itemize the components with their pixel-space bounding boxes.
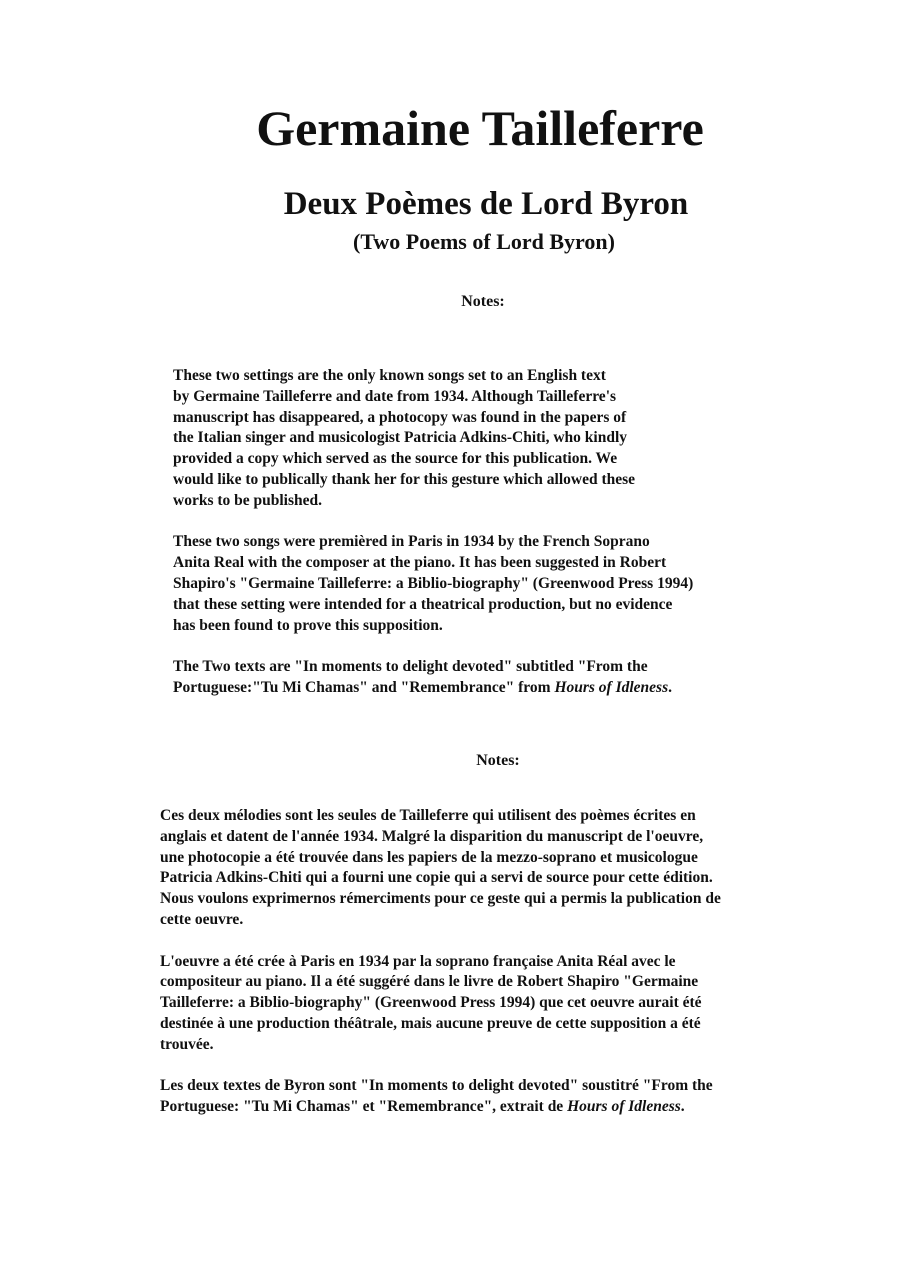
notes-french-paragraph-1 [160,806,840,931]
text-line: These two songs were premièred in Paris in 1934 by the French Soprano [173,533,650,551]
notes-english [173,366,813,720]
text-line: The Two texts are "In moments to delight devoted" subtitled "From the [173,658,648,676]
book-title: Hours of Idleness [554,678,669,696]
book-title: Hours of Idleness [567,1098,681,1116]
text-line: trouvée. [160,1035,214,1053]
text-line: manuscript has disappeared, a photocopy was found in the papers of [173,408,627,426]
text-segment: . [680,1098,685,1116]
text-line: L'oeuvre a été crée à Paris en 1934 par la soprano française Anita Réal avec le [160,952,676,970]
text-line: compositeur au piano. Il a été suggéré dans le livre de Robert Shapiro "Germaine [160,973,699,991]
text-line: Shapiro's "Germaine Tailleferre: a Biblio-biography" (Greenwood Press 1994) [173,574,694,592]
text-line: Nous voulons exprimernos rémerciments pour ce geste qui a permis la publication de [160,890,721,908]
text-segment: Portuguese: "Tu Mi Chamas" et "Remembrance", extrait de [160,1098,568,1116]
text-line: cette oeuvre. [160,910,244,928]
text-line: would like to publically thank her for this gesture which allowed these [173,470,636,488]
text-line: works to be published. [173,491,323,509]
work-title: Deux Poèmes de Lord Byron [283,186,689,222]
text-line: une photocopie a été trouvée dans les papiers de la mezzo-soprano et musicologue [160,848,698,866]
text-line: Les deux textes de Byron sont "In moments to delight devoted" soustitré "From the [160,1077,713,1095]
text-line [160,1097,840,1118]
text-line: These two settings are the only known songs set to an English text [173,367,606,384]
work-subtitle: (Two Poems of Lord Byron) [353,229,615,254]
text-segment: Portuguese:"Tu Mi Chamas" and "Remembrance" from [173,678,555,696]
text-segment: . [668,678,672,696]
text-line: Anita Real with the composer at the piano. It has been suggested in Robert [173,554,667,572]
notes-heading-french: Notes: [476,752,520,769]
text-line: Ces deux mélodies sont les seules de Tailleferre qui utilisent des poèmes écrites en [160,807,696,824]
text-line: Tailleferre: a Biblio-biography" (Greenwood Press 1994) que cet oeuvre aurait été [160,994,702,1012]
notes-french-paragraph-3 [160,1076,840,1118]
notes-french-paragraph-2 [160,952,840,1056]
notes-english-paragraph-3 [173,657,813,699]
text-line: anglais et datent de l'année 1934. Malgré la disparition du manuscript de l'oeuvre, [160,827,704,845]
notes-english-paragraph-1 [173,366,813,512]
text-line: provided a copy which served as the source for this publication. We [173,450,618,468]
text-line: the Italian singer and musicologist Patricia Adkins-Chiti, who kindly [173,429,628,447]
text-line: has been found to prove this supposition. [173,616,443,634]
text-line: Patricia Adkins-Chiti qui a fourni une copie qui a servi de source pour cette édition. [160,869,713,887]
text-line: that these setting were intended for a theatrical production, but no evidence [173,595,673,613]
text-line: by Germaine Tailleferre and date from 1934. Although Tailleferre's [173,387,617,405]
notes-heading-english: Notes: [461,293,505,310]
text-line [173,678,813,699]
text-line: destinée à une production théâtrale, mais aucune preuve de cette supposition a été [160,1014,701,1032]
notes-french [160,806,840,1139]
composer-name: Germaine Tailleferre [256,100,704,156]
notes-english-paragraph-2 [173,532,813,636]
